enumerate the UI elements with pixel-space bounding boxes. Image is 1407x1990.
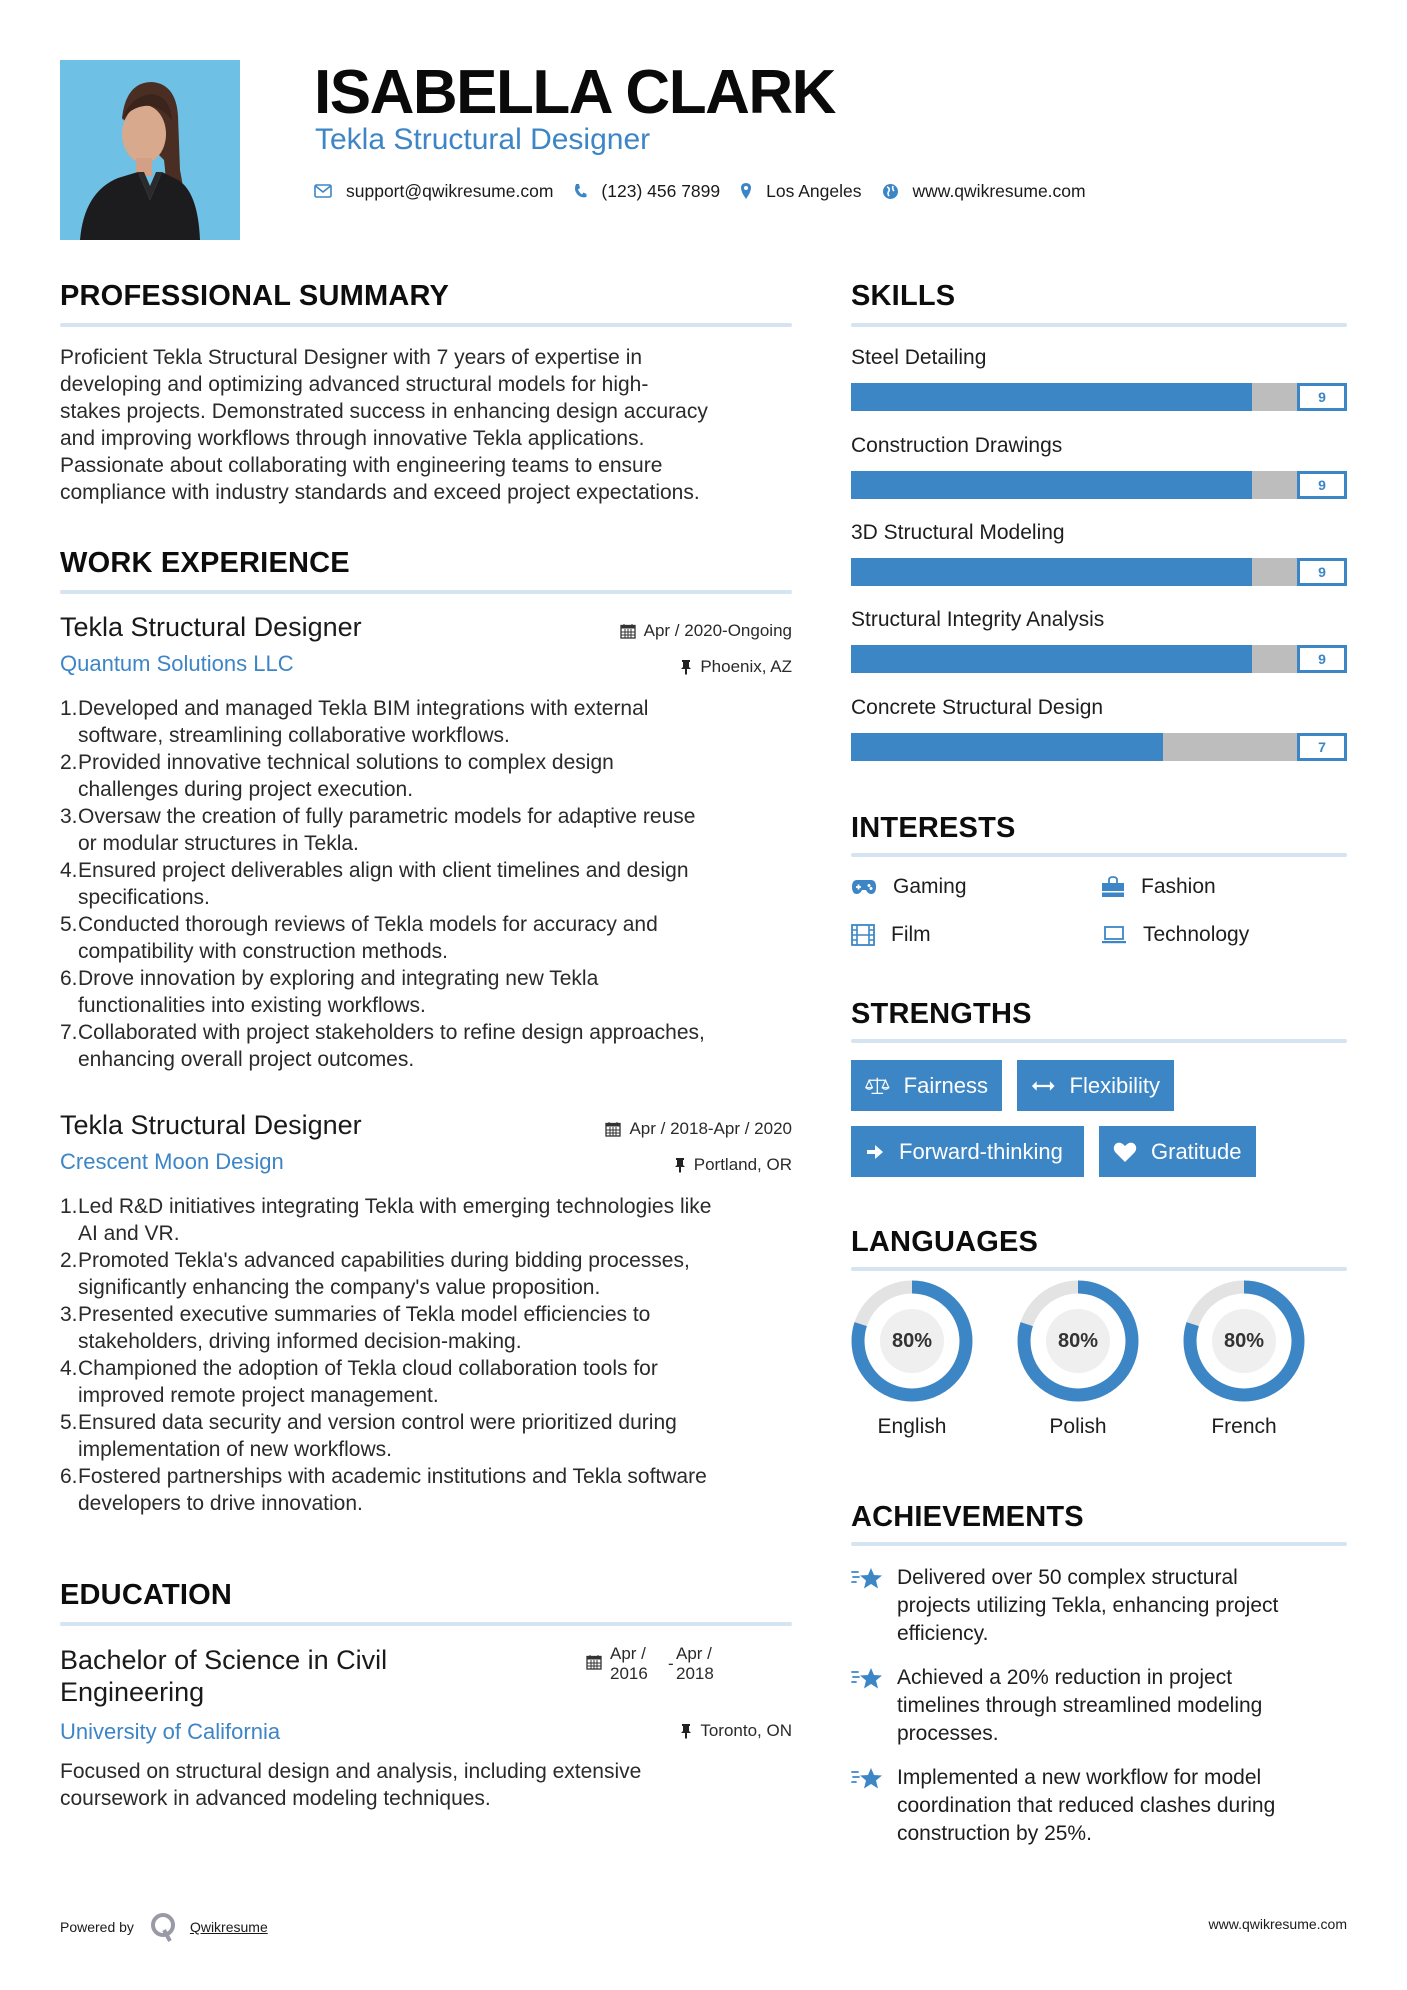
degree-line: Bachelor of Science in Civil (60, 1645, 388, 1675)
bullet-item: 2. Provided innovative technical solutions to complex design challenges during project execution. (60, 751, 614, 801)
skill-bar (851, 558, 1347, 586)
interest-label: Technology (1143, 923, 1250, 946)
summary-line: Passionate about collaborating with engineering teams to ensure (60, 454, 663, 477)
strength-label: Fairness (903, 1072, 988, 1098)
degree-title (60, 1644, 500, 1708)
bullet-item: 1. Developed and managed Tekla BIM integrations with external software, streamlining collaborative workflows. (60, 697, 649, 747)
language-percent: 80% (1057, 1329, 1099, 1352)
interest-label: Film (891, 923, 931, 946)
shooting-star-icon (851, 1666, 883, 1692)
skill-label: Concrete Structural Design (851, 696, 1104, 719)
strength-tag-fairness (851, 1060, 1002, 1111)
bullet-item: 5. Conducted thorough reviews of Tekla models for accuracy and compatibility with construction methods. (60, 913, 658, 963)
skill-score: 9 (1297, 558, 1347, 586)
job-dates-text: Apr / 2020-Ongoing (643, 621, 792, 640)
achievement-text: Delivered over 50 complex structural projects utilizing Tekla, enhancing project efficiency. (897, 1566, 1279, 1645)
summary-line: stakes projects. Demonstrated success in enhancing design accuracy (60, 400, 708, 423)
languages-divider (851, 1267, 1347, 1271)
language-label: Polish (1049, 1415, 1107, 1438)
arrow-right-icon (865, 1142, 885, 1162)
skill-item (851, 345, 1347, 411)
summary-divider (60, 323, 792, 327)
map-pin-icon (740, 182, 752, 200)
skill-score: 9 (1297, 383, 1347, 411)
strength-label: Forward-thinking (899, 1138, 1063, 1164)
education-heading: EDUCATION (60, 1579, 233, 1611)
strength-tag-flexibility (1017, 1060, 1174, 1111)
interest-label: Fashion (1141, 875, 1216, 898)
location-text: Los Angeles (766, 180, 862, 201)
skill-score: 7 (1297, 733, 1347, 761)
education-divider (60, 1622, 792, 1626)
interest-item (851, 921, 931, 949)
gamepad-icon (851, 879, 877, 895)
skill-score: 9 (1297, 645, 1347, 673)
education-location-text: Toronto, ON (700, 1721, 792, 1740)
language-item (851, 1280, 973, 1440)
summary-line: and improving workflows through innovative Tekla applications. (60, 427, 645, 450)
achievement-item (851, 1664, 1262, 1748)
pushpin-icon (680, 1723, 692, 1739)
job-location (60, 656, 792, 678)
skill-fill (851, 471, 1252, 499)
skill-track (851, 645, 1297, 673)
calendar-icon (586, 1654, 602, 1670)
footer-website[interactable]: www.qwikresume.com (1208, 1916, 1347, 1932)
skills-heading: SKILLS (851, 280, 956, 312)
balance-scale-icon (865, 1074, 890, 1098)
job-bullets (60, 695, 792, 1073)
job-bullets (60, 1193, 792, 1517)
bullet-item: 7. Collaborated with project stakeholders to refine design approaches, enhancing overall project outcomes. (60, 1021, 705, 1071)
globe-icon (882, 183, 899, 200)
achievement-item (851, 1564, 1278, 1648)
job-dates-text: Apr / 2018-Apr / 2020 (629, 1119, 792, 1138)
strength-label: Flexibility (1069, 1072, 1160, 1098)
education-description: Focused on structural design and analysis, including extensive coursework in advanced modeling techniques. (60, 1760, 642, 1810)
summary-heading: PROFESSIONAL SUMMARY (60, 280, 450, 312)
calendar-icon (620, 623, 636, 639)
school-name: University of California (60, 1719, 281, 1744)
skill-track (851, 471, 1297, 499)
qwikresume-link[interactable]: Qwikresume (189, 1919, 268, 1935)
skill-score: 9 (1297, 471, 1347, 499)
achievement-text: Achieved a 20% reduction in project timelines through streamlined modeling processes. (897, 1666, 1263, 1745)
language-item (1183, 1280, 1305, 1440)
skill-label: Steel Detailing (851, 346, 987, 369)
language-donut (1017, 1280, 1139, 1402)
experience-heading: WORK EXPERIENCE (60, 547, 350, 579)
person-portrait-icon (60, 60, 240, 240)
job-title: Tekla Structural Designer (60, 612, 362, 642)
skill-label: 3D Structural Modeling (851, 521, 1065, 544)
footer-powered-by (60, 1912, 268, 1942)
language-donut (1183, 1280, 1305, 1402)
summary-line: developing and optimizing advanced structural models for high- (60, 373, 649, 396)
education-location (60, 1720, 792, 1742)
email-text: support@qwikresume.com (346, 180, 554, 201)
company-name: Quantum Solutions LLC (60, 651, 294, 676)
skill-fill (851, 733, 1163, 761)
skill-item (851, 520, 1347, 586)
language-percent: 80% (891, 1329, 933, 1352)
skill-item (851, 607, 1347, 673)
skill-bar (851, 383, 1347, 411)
experience-divider (60, 590, 792, 594)
interest-item (1101, 921, 1249, 949)
edu-end-date: Apr / 2018 (676, 1644, 714, 1683)
achievement-text: Implemented a new workflow for model coordination that reduced clashes during construction by 25%. (897, 1766, 1276, 1845)
contact-location (740, 181, 861, 202)
website-text: www.qwikresume.com (912, 180, 1086, 201)
strength-tag-gratitude (1099, 1126, 1256, 1177)
strengths-divider (851, 1039, 1347, 1043)
film-icon (851, 924, 875, 946)
skill-label: Structural Integrity Analysis (851, 608, 1105, 631)
interests-heading: INTERESTS (851, 812, 1016, 844)
language-label: English (877, 1415, 947, 1438)
edu-start-date: Apr / 2016 (610, 1644, 648, 1683)
skill-bar (851, 733, 1347, 761)
summary-text (60, 344, 792, 506)
candidate-name: ISABELLA CLARK (314, 58, 835, 127)
interests-divider (851, 853, 1347, 857)
shooting-star-icon (851, 1566, 883, 1592)
arrows-horizontal-icon (1031, 1079, 1056, 1093)
skill-label: Construction Drawings (851, 434, 1063, 457)
job-location-text: Phoenix, AZ (700, 657, 792, 676)
contact-row (314, 178, 1106, 204)
summary-line: compliance with industry standards and exceed project expectations. (60, 481, 700, 504)
job-location (60, 1154, 792, 1176)
bullet-item: 5. Ensured data security and version control were prioritized during implementation of new workflows. (60, 1411, 677, 1461)
bullet-item: 3. Oversaw the creation of fully parametric models for adaptive reuse or modular structures in Tekla. (60, 805, 696, 855)
skill-fill (851, 383, 1252, 411)
powered-by-label: Powered by (60, 1919, 134, 1935)
bullet-item: 3. Presented executive summaries of Tekla model efficiencies to stakeholders, driving informed decision-making. (60, 1303, 651, 1353)
calendar-icon (605, 1121, 621, 1137)
company-name: Crescent Moon Design (60, 1149, 284, 1174)
strength-tag-forward-thinking (851, 1126, 1084, 1177)
summary-line: Proficient Tekla Structural Designer with 7 years of expertise in (60, 346, 643, 369)
shooting-star-icon (851, 1766, 883, 1792)
skill-item (851, 695, 1347, 761)
job-title: Tekla Structural Designer (60, 1110, 362, 1140)
language-donut (851, 1280, 973, 1402)
contact-website[interactable] (882, 181, 1086, 202)
job-dates (60, 620, 792, 642)
candidate-title: Tekla Structural Designer (315, 123, 651, 156)
skills-divider (851, 323, 1347, 327)
skill-track (851, 733, 1297, 761)
job-location-text: Portland, OR (693, 1155, 792, 1174)
bullet-item: 4. Ensured project deliverables align with client timelines and design specifications. (60, 859, 689, 909)
education-dates (586, 1644, 736, 1684)
interest-label: Gaming (893, 875, 967, 898)
degree-line: Engineering (60, 1677, 205, 1707)
date-separator: - (668, 1654, 674, 1673)
shopping-bag-icon (1101, 876, 1125, 898)
strengths-heading: STRENGTHS (851, 998, 1032, 1030)
qwikresume-logo-icon (150, 1912, 176, 1942)
contact-phone[interactable] (573, 181, 720, 202)
skill-fill (851, 558, 1252, 586)
laptop-icon (1101, 926, 1127, 944)
bullet-item: 2. Promoted Tekla's advanced capabilities during bidding processes, significantly enhancing the company's value proposition. (60, 1249, 690, 1299)
skill-item (851, 433, 1347, 499)
skill-bar (851, 645, 1347, 673)
interest-item (1101, 873, 1216, 901)
pushpin-icon (680, 659, 692, 675)
phone-icon (573, 183, 587, 199)
bullet-item: 6. Fostered partnerships with academic institutions and Tekla software developers to drive innovation. (60, 1465, 707, 1515)
languages-heading: LANGUAGES (851, 1226, 1039, 1258)
bullet-item: 6. Drove innovation by exploring and integrating new Tekla functionalities into existing workflows. (60, 967, 599, 1017)
phone-text: (123) 456 7899 (601, 180, 721, 201)
contact-email[interactable] (314, 181, 553, 202)
strength-label: Gratitude (1151, 1138, 1242, 1164)
bullet-item: 4. Championed the adoption of Tekla cloud collaboration tools for improved remote project management. (60, 1357, 658, 1407)
interest-item (851, 873, 967, 901)
bullet-item: 1. Led R&D initiatives integrating Tekla with emerging technologies like AI and VR. (60, 1195, 712, 1245)
achievements-divider (851, 1542, 1347, 1546)
language-percent: 80% (1223, 1329, 1265, 1352)
pushpin-icon (674, 1157, 686, 1173)
skill-fill (851, 645, 1252, 673)
job-dates (60, 1118, 792, 1140)
heart-icon (1113, 1141, 1137, 1163)
language-item (1017, 1280, 1139, 1440)
profile-photo (60, 60, 240, 240)
skill-track (851, 558, 1297, 586)
achievement-item (851, 1764, 1275, 1848)
skill-track (851, 383, 1297, 411)
skill-bar (851, 471, 1347, 499)
envelope-icon (314, 184, 332, 198)
achievements-heading: ACHIEVEMENTS (851, 1501, 1084, 1533)
language-label: French (1211, 1415, 1277, 1438)
